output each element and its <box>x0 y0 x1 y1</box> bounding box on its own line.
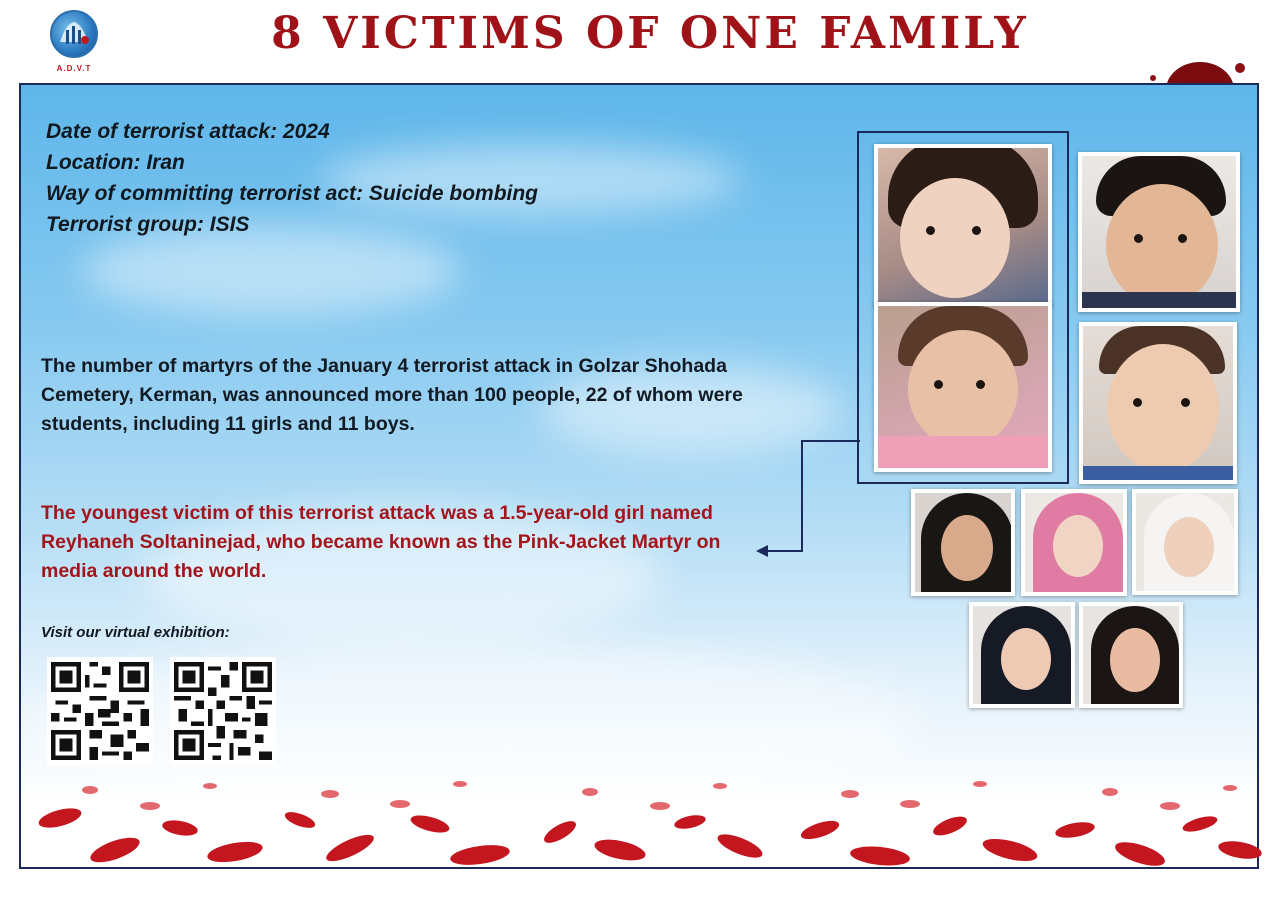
attack-facts <box>46 116 538 240</box>
qr-code-2[interactable] <box>170 657 276 765</box>
victim-photo-4 <box>1079 322 1237 484</box>
fact-method: Way of committing terrorist act: Suicide bombing <box>46 182 539 205</box>
victim-photo-8 <box>969 602 1075 708</box>
youngest-victim-paragraph: The youngest victim of this terrorist attack was a 1.5-year-old girl named Reyhaneh Soltaninejad, who became known as the Pink-Jacket Martyr on media around the world. <box>41 502 721 582</box>
martyrs-count-paragraph: The number of martyrs of the January 4 terrorist attack in Golzar Shohada Cemetery, Kerman, was announced more than 100 people, 22 of whom were students, including 11 girls and 11 boys. <box>41 355 743 435</box>
fact-location: Location: Iran <box>46 151 185 174</box>
logo-text: A.D.V.T <box>56 64 92 73</box>
victim-photo-5 <box>911 489 1015 596</box>
victim-photo-2 <box>874 302 1052 472</box>
victim-photo-9 <box>1079 602 1183 708</box>
visit-exhibition-label: Visit our virtual exhibition: <box>41 624 230 641</box>
qr-code-1[interactable] <box>47 657 153 765</box>
fact-group: Terrorist group: ISIS <box>46 213 250 236</box>
page-title: 8 VICTIMS OF ONE FAMILY <box>271 8 1029 59</box>
victim-photo-7 <box>1132 489 1238 595</box>
pointer-arrow <box>756 438 861 558</box>
victim-photo-1 <box>874 144 1052 306</box>
victim-photo-6 <box>1021 489 1127 596</box>
rose-petals-decoration <box>0 760 1280 880</box>
victim-photo-3 <box>1078 152 1240 312</box>
fact-date: Date of terrorist attack: 2024 <box>46 120 330 143</box>
